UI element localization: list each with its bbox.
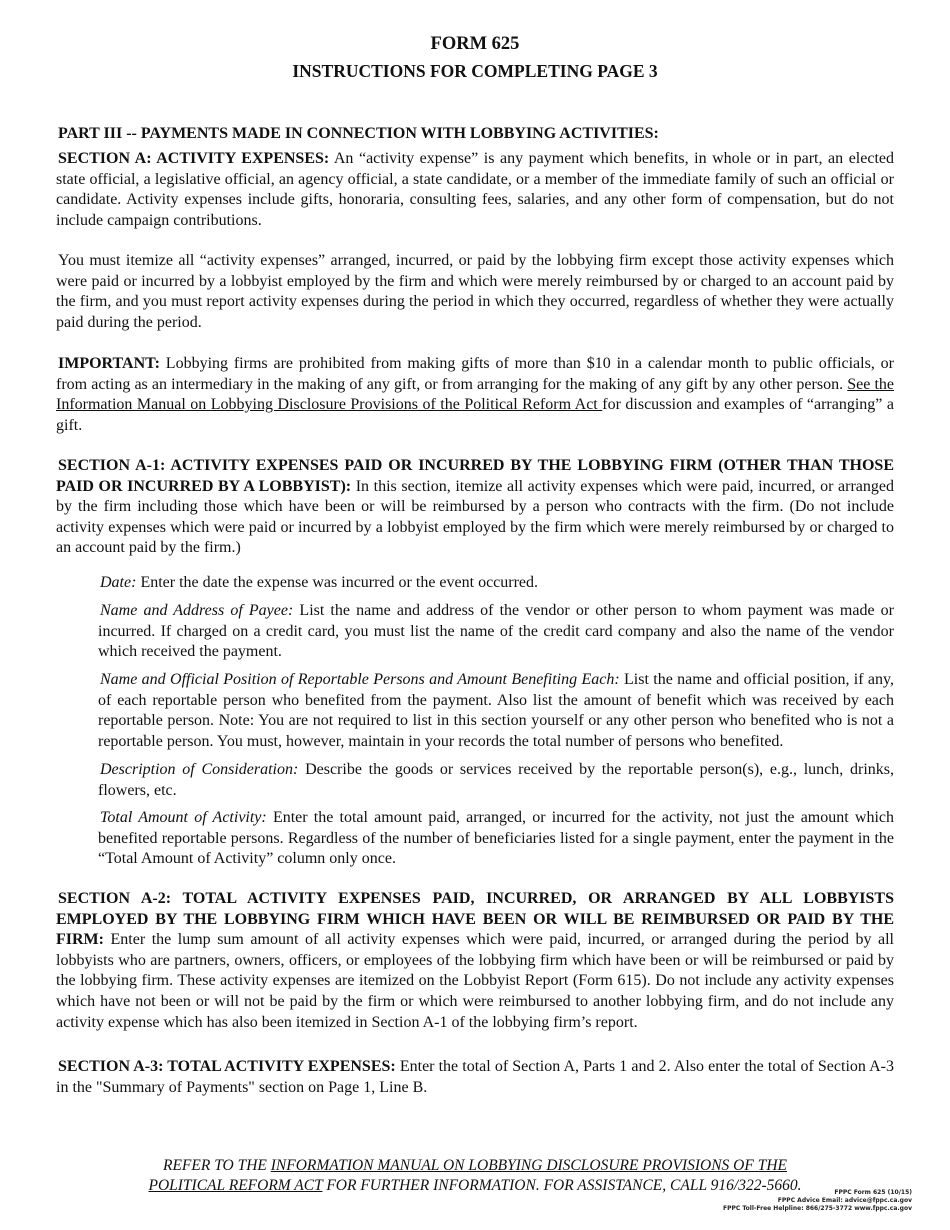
important-text: Lobbying firms are prohibited from making gifts of more than $10 in a calendar month to public officials, or from acting as an intermediary in the making of any gift, or from arranging for the making of any gift by any other person. (56, 355, 894, 393)
section-a2-label: SECTION A-2: TOTAL ACTIVITY EXPENSES PAID, INCURRED, OR ARRANGED BY ALL LOBBYISTS EMPLOYED BY THE LOBBYING FIRM WHICH HAVE BEEN OR WILL BE REIMBURSED OR PAID BY THE FIRM: (56, 890, 894, 949)
footer-fppc-info (723, 1189, 912, 1213)
section-a3-label: SECTION A-3: TOTAL ACTIVITY EXPENSES: (58, 1058, 396, 1075)
item-term: Name and Address of Payee: (100, 602, 294, 619)
footer-helpline: FPPC Toll-Free Helpline: 866/275-3772 www.fppc.ca.gov (723, 1205, 912, 1212)
itemize-paragraph: You must itemize all “activity expenses” arranged, incurred, or paid by the lobbying firm except those activity expenses which were paid or incurred by a lobbyist employed by the firm and which were merely reimbursed by or charged to an account paid by the firm, and you must report activity expenses during the period in which they occurred, regardless of whether they were actually paid during the period. (56, 252, 894, 331)
instruction-item-date (98, 573, 894, 594)
item-text: Describe the goods or services received by the reportable person(s), e.g., lunch, drinks, flowers, etc. (98, 761, 894, 799)
section-a2-text: Enter the lump sum amount of all activity expenses which were paid, incurred, or arranged during the period by all lobbyists who are partners, owners, officers, or employees of the lobbying firm which have been or will be reimbursed or paid by the lobbying firm. These activity expenses are itemized on the Lobbyist Report (Form 615). Do not include any activity expenses which have not been or will not be paid by the firm or which were reimbursed to another lobbying firm, and do not include any activity expense which has also been itemized in Section A-1 of the lobbying firm’s report. (56, 931, 894, 1031)
important-text-after: for discussion and examples of “arranging” a gift. (56, 396, 895, 434)
section-a-paragraph (56, 149, 894, 231)
section-a1-text: In this section, itemize all activity expenses which were paid, incurred, or arranged by the firm including those which have been or will be reimbursed by a person who contracts with the firm. (Do not include activity expenses which were paid or incurred by a lobbyist employed by the firm which were merely reimbursed by or charged to an account paid by the firm.) (56, 477, 894, 557)
item-term: Description of Consideration: (100, 761, 299, 778)
instruction-item-consideration (98, 760, 894, 801)
important-label: IMPORTANT: (58, 355, 160, 372)
section-a3-paragraph (56, 1057, 894, 1098)
footer-manual-link-cont[interactable]: POLITICAL REFORM ACT (148, 1177, 323, 1194)
item-text: Enter the date the expense was incurred or the event occurred. (136, 574, 539, 591)
section-a1-paragraph (56, 456, 894, 559)
page-subtitle: INSTRUCTIONS FOR COMPLETING PAGE 3 (292, 61, 658, 81)
footer-refer-prefix: REFER TO THE (162, 1157, 271, 1174)
item-text: List the name and address of the vendor or other person to whom payment was made or incurred. If charged on a credit card, you must list the name of the credit card company and also the name of the vendor which received the payment. (98, 602, 894, 661)
section-a-label: SECTION A: ACTIVITY EXPENSES: (58, 150, 330, 167)
item-text: Enter the total amount paid, arranged, or incurred for the activity, not just the amount which benefited reportable persons. Regardless of the number of beneficiaries listed for a single payment, enter the payment in the “Total Amount of Activity” column only once. (98, 809, 894, 868)
item-text: List the name and official position, if any, of each reportable person who benefited from the payment. Also list the amount of benefit which was received by each reportable person. Note: You are not required to list in this section yourself or any other person who benefited who is not a reportable person. You must, however, maintain in your records the total number of persons who benefited. (98, 671, 894, 750)
footer-refer-suffix: FOR FURTHER INFORMATION. FOR ASSISTANCE, CALL 916/322-5660. (322, 1177, 802, 1194)
important-paragraph (56, 354, 894, 436)
footer-form-id: FPPC Form 625 (10/15) (834, 1189, 912, 1196)
instruction-item-payee (98, 601, 894, 663)
instruction-item-reportable-persons (98, 670, 894, 752)
part-iii-heading: PART III -- PAYMENTS MADE IN CONNECTION WITH LOBBYING ACTIVITIES: (58, 125, 659, 142)
footer-advice-email: FPPC Advice Email: advice@fppc.ca.gov (777, 1197, 912, 1204)
section-a-text: An “activity expense” is any payment which benefits, in whole or in part, an elected state official, a legislative official, an agency official, a state candidate, or a member of the immediate family of such an official or candidate. Activity expenses include gifts, honoraria, consulting fees, salaries, and any other form of compensation, but do not include campaign contributions. (56, 150, 894, 229)
instruction-item-total-amount (98, 808, 894, 870)
item-term: Name and Official Position of Reportable Persons and Amount Benefiting Each: (100, 671, 620, 688)
section-a3-text: Enter the total of Section A, Parts 1 and 2. Also enter the total of Section A-3 in the "Summary of Payments" section on Page 1, Line B. (56, 1058, 894, 1096)
item-term: Total Amount of Activity: (100, 809, 267, 826)
information-manual-link[interactable]: See the Information Manual on Lobbying Disclosure Provisions of the Political Reform Act (56, 375, 894, 414)
section-a1-label: SECTION A-1: ACTIVITY EXPENSES PAID OR INCURRED BY THE LOBBYING FIRM (OTHER THAN THOSE PAID OR INCURRED BY A LOBBYIST): (56, 457, 894, 495)
footer-manual-link[interactable]: INFORMATION MANUAL ON LOBBYING DISCLOSURE PROVISIONS OF THE (270, 1157, 787, 1174)
section-a2-paragraph (56, 889, 894, 1033)
item-term: Date: (100, 574, 137, 591)
form-title: FORM 625 (430, 34, 520, 54)
